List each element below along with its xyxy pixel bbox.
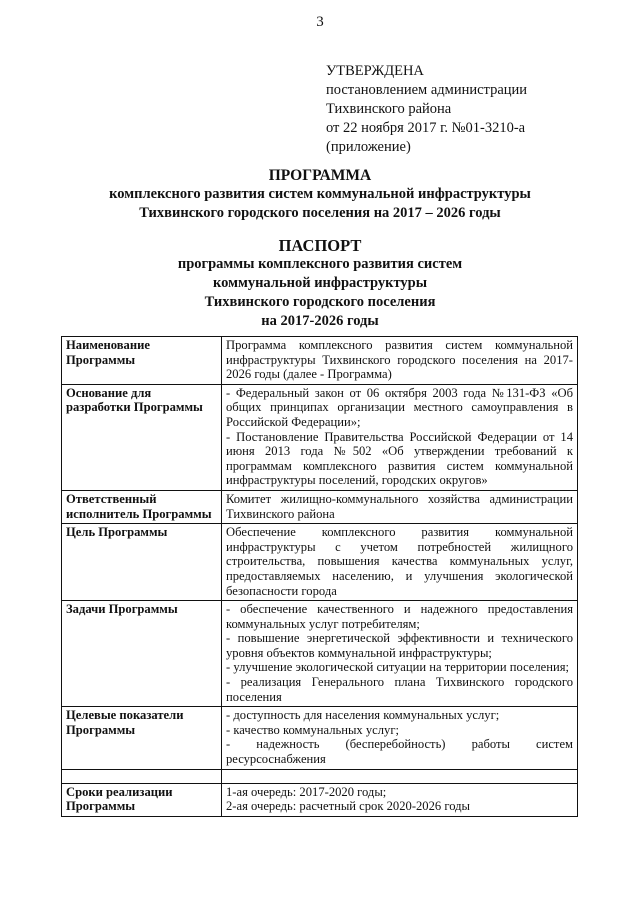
table-row [62, 337, 578, 385]
row-value-item: Программа комплексного развития систем коммунальной инфраструктуры Тихвинского городского поселения на 2017-2026 годы (далее - Программа) [226, 338, 573, 382]
table-row [62, 490, 578, 523]
row-value [222, 384, 578, 490]
passport-title-line: коммунальной инфраструктуры [212, 275, 428, 291]
approval-line: Тихвинского района [326, 101, 452, 117]
table-row [62, 707, 578, 769]
row-value-item: - Постановление Правительства Российской Федерации от 14 июня 2013 года №502 «Об утверждении требований к программам комплексного развития систем коммунальной инфраструктуры поселений, городских округов» [226, 429, 573, 488]
table-spacer-row [62, 769, 578, 783]
passport-heading: ПАСПОРТ [278, 236, 362, 255]
row-value-item: - Федеральный закон от 06 октября 2003 года №131-ФЗ «Об общих принципах организации местного самоуправления в Российской Федерации»; [226, 385, 573, 429]
approval-line: (приложение) [326, 139, 411, 155]
row-value-item: Комитет жилищно-коммунального хозяйства администрации Тихвинского района [226, 491, 573, 521]
row-value-item: - надежность (бесперебойность) работы систем ресурсоснабжения [226, 737, 573, 767]
row-value [222, 337, 578, 385]
table-row [62, 783, 578, 816]
row-value [222, 490, 578, 523]
row-value-item: 2-ая очередь: расчетный срок 2020-2026 годы [226, 799, 470, 814]
passport-table-body [62, 337, 578, 817]
passport-title [0, 236, 640, 331]
row-value-item: 1-ая очередь: 2017-2020 годы; [226, 784, 387, 799]
program-heading: ПРОГРАММА [268, 167, 372, 184]
row-value [222, 707, 578, 769]
row-label: Наименование Программы [62, 337, 222, 385]
passport-title-line: на 2017-2026 годы [261, 313, 379, 329]
row-value-item: - реализация Генерального плана Тихвинского городского поселения [226, 675, 573, 704]
spacer-cell [222, 769, 578, 783]
program-title-line: комплексного развития систем коммунальной инфраструктуры [109, 186, 531, 202]
row-value [222, 783, 578, 816]
table-row [62, 524, 578, 601]
row-label: Основание для разработки Программы [62, 384, 222, 490]
row-label: Ответственный исполнитель Программы [62, 490, 222, 523]
row-value-item: - качество коммунальных услуг; [226, 722, 400, 737]
approval-line: постановлением администрации [326, 82, 528, 98]
passport-table [61, 336, 578, 817]
approval-date-line: от 22 ноября 2017 г. №01-3210-а [326, 120, 526, 136]
approval-status: УТВЕРЖДЕНА [326, 63, 424, 79]
row-value [222, 601, 578, 707]
row-value-item: - обеспечение качественного и надежного предоставления коммунальных услуг потребителям; [226, 602, 573, 631]
row-value-item: - повышение энергетической эффективности и технического уровня объектов коммунальной инфраструктуры; [226, 631, 573, 660]
row-label: Цель Программы [62, 524, 222, 601]
table-row [62, 384, 578, 490]
row-label: Сроки реализации Программы [62, 783, 222, 816]
passport-title-line: Тихвинского городского поселения [204, 294, 436, 310]
row-value-item: Обеспечение комплексного развития коммунальной инфраструктуры с учетом потребностей жилищного строительства, повышения качества коммунальных услуг, предоставляемых населению, и улучшения экологической безопасности города [226, 525, 573, 598]
passport-title-line: программы комплексного развития систем [177, 256, 463, 272]
row-label: Задачи Программы [62, 601, 222, 707]
program-title [0, 166, 640, 223]
table-row [62, 601, 578, 707]
approval-stamp [326, 62, 527, 157]
program-title-line: Тихвинского городского поселения на 2017 – 2026 годы [139, 205, 501, 221]
page-number: 3 [316, 14, 324, 30]
row-value-item: - улучшение экологической ситуации на территории поселения; [226, 660, 570, 675]
row-value-item: - доступность для населения коммунальных услуг; [226, 708, 500, 723]
spacer-cell [62, 769, 222, 783]
row-label: Целевые показатели Программы [62, 707, 222, 769]
row-value [222, 524, 578, 601]
